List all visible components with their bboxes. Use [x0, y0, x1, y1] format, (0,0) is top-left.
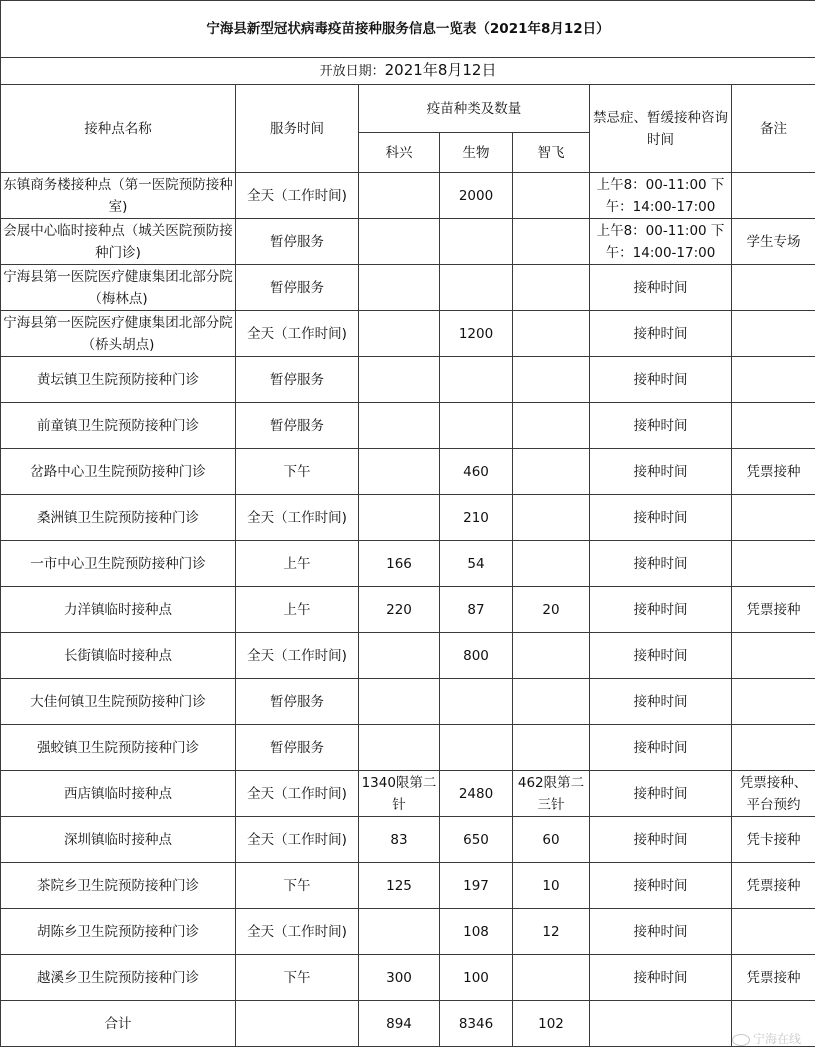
open-date-row [1, 58, 815, 85]
table-row [1, 909, 815, 955]
cell-consult-time: 接种时间 [590, 403, 732, 449]
cell-zhifei-count [513, 679, 590, 725]
cell-remark [732, 541, 815, 587]
total-consult-time [590, 1001, 732, 1047]
cell-consult-time: 接种时间 [590, 311, 732, 357]
cell-shengwu-count [440, 679, 513, 725]
cell-consult-time: 接种时间 [590, 633, 732, 679]
cell-zhifei-count: 462限第二三针 [513, 771, 590, 817]
total-row [1, 1001, 815, 1047]
cell-shengwu-count: 100 [440, 955, 513, 1001]
table-row [1, 449, 815, 495]
cell-site-name: 大佳何镇卫生院预防接种门诊 [1, 679, 236, 725]
cell-kexing-count [359, 403, 440, 449]
cell-remark [732, 495, 815, 541]
cell-shengwu-count: 2480 [440, 771, 513, 817]
cell-remark [732, 725, 815, 771]
cell-site-name: 越溪乡卫生院预防接种门诊 [1, 955, 236, 1001]
cell-shengwu-count: 800 [440, 633, 513, 679]
cell-service-time: 暂停服务 [236, 357, 359, 403]
cell-shengwu-count [440, 357, 513, 403]
cell-kexing-count: 166 [359, 541, 440, 587]
cell-shengwu-count: 54 [440, 541, 513, 587]
total-kexing-count: 894 [359, 1001, 440, 1047]
cell-shengwu-count [440, 725, 513, 771]
cell-site-name: 会展中心临时接种点（城关医院预防接种门诊) [1, 219, 236, 265]
cell-remark [732, 909, 815, 955]
cell-site-name: 深圳镇临时接种点 [1, 817, 236, 863]
cell-zhifei-count [513, 541, 590, 587]
cell-kexing-count [359, 219, 440, 265]
cell-kexing-count [359, 311, 440, 357]
cell-remark: 学生专场 [732, 219, 815, 265]
cell-site-name: 黄坛镇卫生院预防接种门诊 [1, 357, 236, 403]
header-remark: 备注 [732, 85, 815, 173]
cell-service-time: 全天（工作时间) [236, 311, 359, 357]
cell-kexing-count: 220 [359, 587, 440, 633]
cell-shengwu-count: 2000 [440, 173, 513, 219]
cell-kexing-count [359, 265, 440, 311]
cell-zhifei-count: 10 [513, 863, 590, 909]
cell-kexing-count [359, 909, 440, 955]
cell-kexing-count: 300 [359, 955, 440, 1001]
cell-service-time: 全天（工作时间) [236, 771, 359, 817]
cell-remark [732, 357, 815, 403]
watermark-logo-icon [732, 1034, 750, 1046]
cell-service-time: 全天（工作时间) [236, 633, 359, 679]
watermark-text: 宁海在线 [752, 1032, 801, 1046]
cell-consult-time: 接种时间 [590, 495, 732, 541]
cell-shengwu-count: 650 [440, 817, 513, 863]
total-service-time [236, 1001, 359, 1047]
cell-remark [732, 311, 815, 357]
cell-consult-time: 上午8：00-11:00 下午：14:00-17:00 [590, 173, 732, 219]
cell-kexing-count [359, 725, 440, 771]
cell-consult-time: 接种时间 [590, 863, 732, 909]
cell-service-time: 下午 [236, 449, 359, 495]
cell-consult-time: 接种时间 [590, 771, 732, 817]
cell-zhifei-count: 12 [513, 909, 590, 955]
cell-site-name: 胡陈乡卫生院预防接种门诊 [1, 909, 236, 955]
cell-site-name: 宁海县第一医院医疗健康集团北部分院（桥头胡点) [1, 311, 236, 357]
cell-service-time: 下午 [236, 955, 359, 1001]
cell-site-name: 东镇商务楼接种点（第一医院预防接种室) [1, 173, 236, 219]
cell-zhifei-count [513, 633, 590, 679]
cell-site-name: 前童镇卫生院预防接种门诊 [1, 403, 236, 449]
cell-consult-time: 接种时间 [590, 909, 732, 955]
cell-zhifei-count [513, 955, 590, 1001]
cell-site-name: 茶院乡卫生院预防接种门诊 [1, 863, 236, 909]
cell-consult-time: 接种时间 [590, 725, 732, 771]
cell-remark [732, 403, 815, 449]
cell-service-time: 上午 [236, 587, 359, 633]
cell-site-name: 力洋镇临时接种点 [1, 587, 236, 633]
table-row [1, 679, 815, 725]
cell-site-name: 宁海县第一医院医疗健康集团北部分院（梅林点) [1, 265, 236, 311]
cell-shengwu-count: 108 [440, 909, 513, 955]
cell-zhifei-count [513, 403, 590, 449]
table-row [1, 173, 815, 219]
table-row [1, 311, 815, 357]
cell-remark: 凭票接种 [732, 587, 815, 633]
table-row [1, 403, 815, 449]
cell-consult-time: 接种时间 [590, 955, 732, 1001]
cell-remark [732, 679, 815, 725]
cell-service-time: 全天（工作时间) [236, 817, 359, 863]
cell-shengwu-count: 197 [440, 863, 513, 909]
cell-consult-time: 接种时间 [590, 587, 732, 633]
cell-kexing-count [359, 173, 440, 219]
table-row [1, 587, 815, 633]
cell-kexing-count [359, 679, 440, 725]
table-row [1, 955, 815, 1001]
page-title: 宁海县新型冠状病毒疫苗接种服务信息一览表（2021年8月12日） [1, 1, 815, 58]
table-row [1, 357, 815, 403]
cell-kexing-count [359, 449, 440, 495]
cell-site-name: 长街镇临时接种点 [1, 633, 236, 679]
cell-consult-time: 接种时间 [590, 357, 732, 403]
cell-remark [732, 173, 815, 219]
open-date-value: 2021年8月12日 [384, 61, 497, 79]
cell-consult-time: 接种时间 [590, 817, 732, 863]
cell-remark: 凭票接种、平台预约 [732, 771, 815, 817]
table-row [1, 219, 815, 265]
cell-site-name: 桑洲镇卫生院预防接种门诊 [1, 495, 236, 541]
cell-shengwu-count: 87 [440, 587, 513, 633]
cell-shengwu-count [440, 403, 513, 449]
cell-zhifei-count [513, 311, 590, 357]
cell-zhifei-count [513, 265, 590, 311]
cell-zhifei-count [513, 219, 590, 265]
cell-site-name: 一市中心卫生院预防接种门诊 [1, 541, 236, 587]
cell-consult-time: 接种时间 [590, 449, 732, 495]
header-shengwu: 生物 [440, 133, 513, 173]
cell-zhifei-count [513, 495, 590, 541]
cell-site-name: 强蛟镇卫生院预防接种门诊 [1, 725, 236, 771]
cell-service-time: 全天（工作时间) [236, 173, 359, 219]
header-zhifei: 智飞 [513, 133, 590, 173]
cell-zhifei-count: 20 [513, 587, 590, 633]
cell-remark [732, 265, 815, 311]
table-row [1, 771, 815, 817]
cell-kexing-count [359, 495, 440, 541]
watermark [732, 1030, 801, 1047]
cell-kexing-count: 1340限第二针 [359, 771, 440, 817]
table-row [1, 863, 815, 909]
total-shengwu-count: 8346 [440, 1001, 513, 1047]
cell-kexing-count [359, 357, 440, 403]
cell-remark: 凭卡接种 [732, 817, 815, 863]
cell-kexing-count: 125 [359, 863, 440, 909]
cell-zhifei-count [513, 173, 590, 219]
cell-shengwu-count: 210 [440, 495, 513, 541]
cell-service-time: 暂停服务 [236, 265, 359, 311]
cell-consult-time: 接种时间 [590, 679, 732, 725]
cell-zhifei-count [513, 725, 590, 771]
cell-zhifei-count: 60 [513, 817, 590, 863]
header-consult: 禁忌症、暂缓接种咨询时间 [590, 85, 732, 173]
cell-remark [732, 633, 815, 679]
cell-consult-time: 接种时间 [590, 541, 732, 587]
header-service-time: 服务时间 [236, 85, 359, 173]
cell-service-time: 暂停服务 [236, 403, 359, 449]
header-kexing: 科兴 [359, 133, 440, 173]
cell-service-time: 暂停服务 [236, 219, 359, 265]
cell-consult-time: 接种时间 [590, 265, 732, 311]
cell-site-name: 岔路中心卫生院预防接种门诊 [1, 449, 236, 495]
table-row [1, 725, 815, 771]
cell-service-time: 暂停服务 [236, 679, 359, 725]
cell-remark: 凭票接种 [732, 955, 815, 1001]
cell-kexing-count [359, 633, 440, 679]
cell-remark: 凭票接种 [732, 863, 815, 909]
total-site-name: 合计 [1, 1001, 236, 1047]
cell-shengwu-count: 1200 [440, 311, 513, 357]
cell-zhifei-count [513, 357, 590, 403]
cell-service-time: 暂停服务 [236, 725, 359, 771]
cell-shengwu-count [440, 219, 513, 265]
table-row [1, 265, 815, 311]
total-zhifei-count: 102 [513, 1001, 590, 1047]
table-row [1, 495, 815, 541]
cell-site-name: 西店镇临时接种点 [1, 771, 236, 817]
cell-shengwu-count [440, 265, 513, 311]
cell-remark: 凭票接种 [732, 449, 815, 495]
open-date-label: 开放日期： [319, 64, 385, 79]
table-row [1, 817, 815, 863]
cell-zhifei-count [513, 449, 590, 495]
cell-shengwu-count: 460 [440, 449, 513, 495]
cell-kexing-count: 83 [359, 817, 440, 863]
cell-service-time: 全天（工作时间) [236, 909, 359, 955]
cell-service-time: 下午 [236, 863, 359, 909]
cell-service-time: 上午 [236, 541, 359, 587]
header-site: 接种点名称 [1, 85, 236, 173]
cell-consult-time: 上午8：00-11:00 下午：14:00-17:00 [590, 219, 732, 265]
table-row [1, 541, 815, 587]
table-row [1, 633, 815, 679]
cell-service-time: 全天（工作时间) [236, 495, 359, 541]
header-vaccine-group: 疫苗种类及数量 [359, 85, 590, 133]
